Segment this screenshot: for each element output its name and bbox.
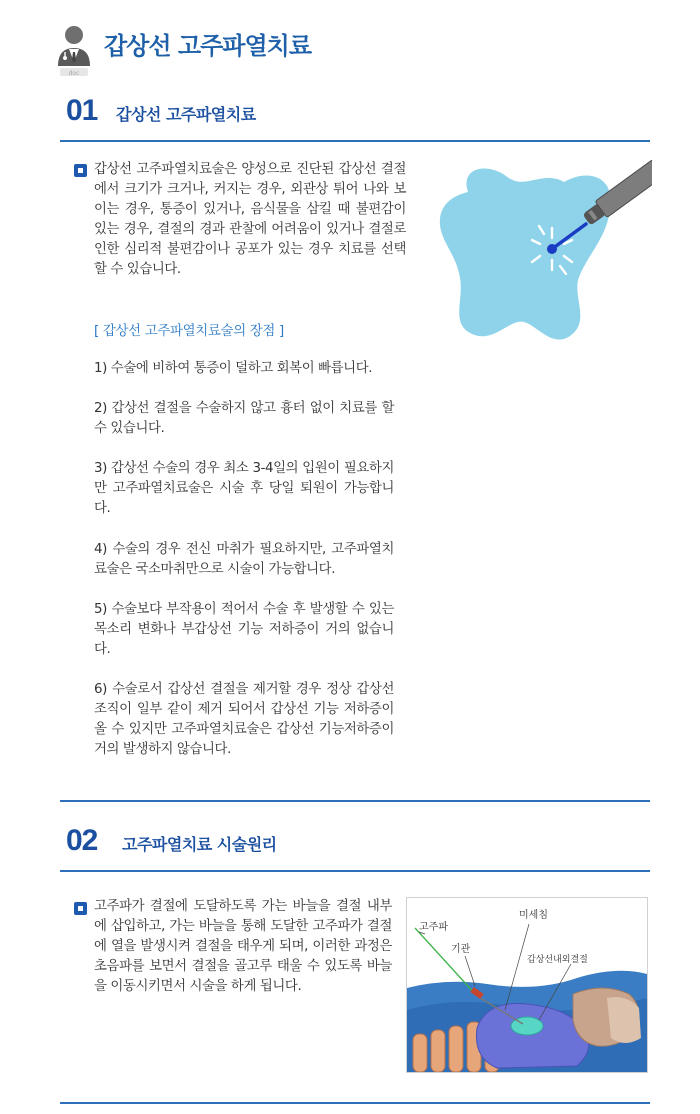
diagram-label-nodule: 갑상선내외결절 [527,955,588,965]
bullet-icon [74,902,87,915]
section-1-divider [60,140,650,142]
diagram-label-rf: 고주파 [419,922,448,933]
advantage-item: 1) 수술에 비하여 통증이 덜하고 회복이 빠릅니다. [94,361,373,376]
svg-text:doc: doc [68,70,80,77]
section-2-body: 고주파가 결절에 도달하도록 가는 바늘을 결절 내부에 삽입하고, 가는 바늘을 통해 도달한 고주파가 결절에 열을 발생시켜 결절을 태우게 되며, 이러한 과정은 초음파를 보면서 결절을 골고루 태울 수 있도록 바늘을 이동시키면서 시술을 하게 됩니다. [94,899,392,994]
advantage-item: 4) 수술의 경우 전신 마취가 필요하지만, 고주파열치료술은 국소마취만으로 시술이 가능합니다. [94,542,394,577]
section-2-bottom-divider [60,1102,650,1104]
diagram-label-trachea: 기관 [451,944,471,955]
advantages-title: [ 갑상선 고주파열치료술의 장점 ] [94,324,284,339]
thyroid-rf-illustration [418,160,652,346]
section-1-intro: 갑상선 고주파열치료술은 양성으로 진단된 갑상선 결절에서 크기가 크거나, 커지는 경우, 외관상 튀어 나와 보이는 경우, 통증이 있거나, 음식물을 삼킬 때 불편감이 있는 경우, 결절의 경과 관찰에 어려움이 있거나 결절로 인한 심리적 불편감이나 공포가 있는 경우 치료를 선택할 수 있습니다. [94,162,406,277]
doctor-icon [56,22,92,78]
section-1-bottom-divider [60,800,650,802]
section-2-title: 고주파열치료 시술원리 [122,835,277,854]
advantage-item: 3) 갑상선 수술의 경우 최소 3-4일의 입원이 필요하지만 고주파열치료술은 시술 후 당일 퇴원이 가능합니다. [94,461,394,516]
diagram-label-needle: 미세침 [519,910,548,921]
advantage-item: 6) 수술로서 갑상선 결절을 제거할 경우 정상 갑상선 조직이 일부 같이 제거 되어서 갑상선 기능 저하증이 올 수 있지만 고주파열치료술은 갑상선 기능저하증이 거의 발생하지 않습니다. [94,682,394,757]
advantage-item: 5) 수술보다 부작용이 적어서 수술 후 발생할 수 있는 목소리 변화나 부갑상선 기능 저하증이 거의 없습니다. [94,602,394,657]
page-title: 갑상선 고주파열치료 [104,32,312,60]
section-2-divider [60,870,650,872]
bullet-icon [74,164,87,177]
advantage-item: 2) 갑상선 결절을 수술하지 않고 흉터 없이 치료를 할 수 있습니다. [94,401,394,436]
section-1-number: 01 [66,94,98,127]
section-1-title: 갑상선 고주파열치료 [116,105,256,124]
section-2-number: 02 [66,824,98,857]
procedure-diagram [406,897,648,1073]
